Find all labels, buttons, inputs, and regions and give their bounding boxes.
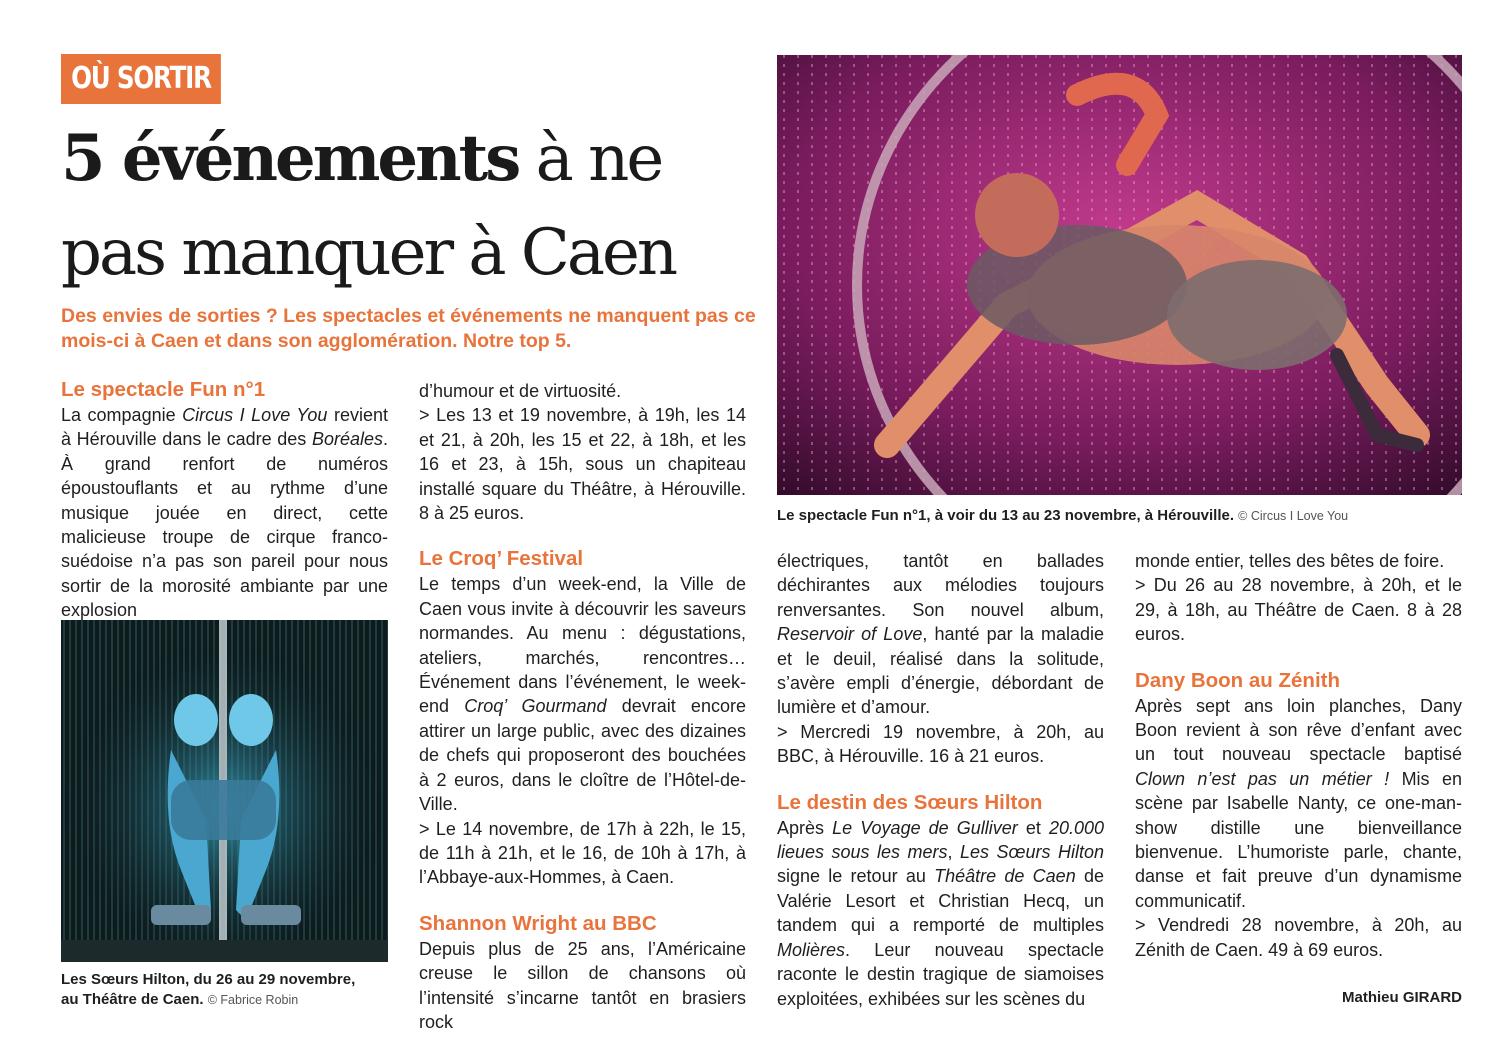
section-title-shannon: Shannon Wright au BBC	[419, 911, 657, 935]
article-paragraph: Depuis plus de 25 ans, l’Américaine creuse le sillon de chansons où l’intensité s’incarne tantôt en brasiers rock	[419, 938, 746, 1032]
main-photo	[777, 55, 1462, 495]
column-1	[61, 377, 388, 623]
side-photo	[61, 620, 388, 962]
caption-line2: au Théâtre de Caen.	[61, 991, 204, 1008]
section-title-hilton: Le destin des Sœurs Hilton	[777, 790, 1043, 814]
main-photo-caption	[777, 506, 1477, 526]
section-kicker: OÙ SORTIR	[61, 54, 221, 104]
author-signature: Mathieu GIRARD	[1342, 989, 1462, 1006]
caption-text: Le spectacle Fun n°1, à voir du 13 au 23 novembre, à Hérouville.	[777, 507, 1234, 524]
title-line2: pas manquer à Caen	[61, 216, 676, 290]
event-info: > Les 13 et 19 novembre, à 19h, les 14 et 21, à 20h, les 15 et 22, à 18h, et les 16 et 23, à 15h, sous un chapiteau installé square du Théâtre, à Hérouville. 8 à 25 euros.	[419, 405, 746, 524]
column-4	[1135, 549, 1462, 962]
section-title-croq: Le Croq’ Festival	[419, 547, 584, 571]
article-paragraph: Le temps d’un week-end, la Ville de Caen vous invite à découvrir les saveurs normandes. Au menu : dégustations, ateliers, marchés, rencontres… Événement dans l’événement, le week-end Croq’ Gourmand devrait encore attirer un large public, avec des dizaines de chefs qui proposeront des bouchées à 2 euros, dans le cloître de l’Hôtel-de-Ville.	[419, 574, 746, 815]
photo-credit: © Circus I Love You	[1238, 509, 1349, 523]
title-rest: à ne	[518, 122, 662, 196]
column-2	[419, 379, 746, 1034]
column-3	[777, 549, 1104, 1011]
event-info: > Vendredi 28 novembre, à 20h, au Zénith de Caen. 49 à 69 euros.	[1135, 915, 1462, 960]
caption-line1: Les Sœurs Hilton, du 26 au 29 novembre,	[61, 971, 356, 988]
photo-credit: © Fabrice Robin	[207, 993, 299, 1007]
lead-paragraph: Des envies de sorties ? Les spectacles et événements ne manquent pas ce mois-ci à Caen et dans son agglomération. Notre top 5.	[61, 305, 756, 352]
article-paragraph: La compagnie Circus I Love You revient à Hérouville dans le cadre des Boréales. À grand renfort de numéros époustouflants et au rythme d’une musique jouée en direct, cette malicieuse troupe de cirque franco-suédoise n’a pas son pareil pour nous sortir de la morosité ambiante par une explosion	[61, 405, 388, 621]
event-info: > Le 14 novembre, de 17h à 22h, le 15, de 11h à 21h, et le 16, de 10h à 17h, à l’Abbaye-aux-Hommes, à Caen.	[419, 818, 746, 888]
article-paragraph: électriques, tantôt en ballades déchirantes aux mélodies toujours renversantes. Son nouvel album, Reservoir of Love, hanté par la maladie et le deuil, réalisé dans la solitude, s’avère empli d’énergie, débordant de lumière et d’amour.	[777, 551, 1104, 718]
section-title-dany: Dany Boon au Zénith	[1135, 668, 1340, 692]
side-photo-caption	[61, 970, 401, 1010]
article-paragraph: Après sept ans loin planches, Dany Boon revient à son rêve d’enfant avec un tout nouveau spectacle baptisé Clown n’est pas un métier ! Mis en scène par Isabelle Nanty, ce one-man-show distille une bienveillance bienvenue. L’humoriste parle, chante, danse et fait preuve d’un dynamisme communicatif.	[1135, 695, 1462, 911]
page-title	[61, 112, 771, 300]
article-paragraph: d’humour et de virtuosité.	[419, 381, 622, 401]
event-info: > Du 26 au 28 novembre, à 20h, et le 29, à 18h, au Théâtre de Caen. 8 à 28 euros.	[1135, 575, 1462, 645]
title-bold: 5 événements	[61, 121, 519, 196]
section-title-fun: Le spectacle Fun n°1	[61, 378, 266, 401]
article-paragraph: monde entier, telles des bêtes de foire.	[1135, 551, 1445, 571]
article-paragraph: Après Le Voyage de Gulliver et 20.000 lieues sous les mers, Les Sœurs Hilton signe le retour au Théâtre de Caen de Valérie Lesort et Christian Hecq, un tandem qui a remporté de multiples Molières. Leur nouveau spectacle raconte le destin tragique de siamoises exploitées, exhibées sur les scènes du	[777, 817, 1105, 1009]
event-info: > Mercredi 19 novembre, à 20h, au BBC, à Hérouville. 16 à 21 euros.	[777, 721, 1104, 767]
